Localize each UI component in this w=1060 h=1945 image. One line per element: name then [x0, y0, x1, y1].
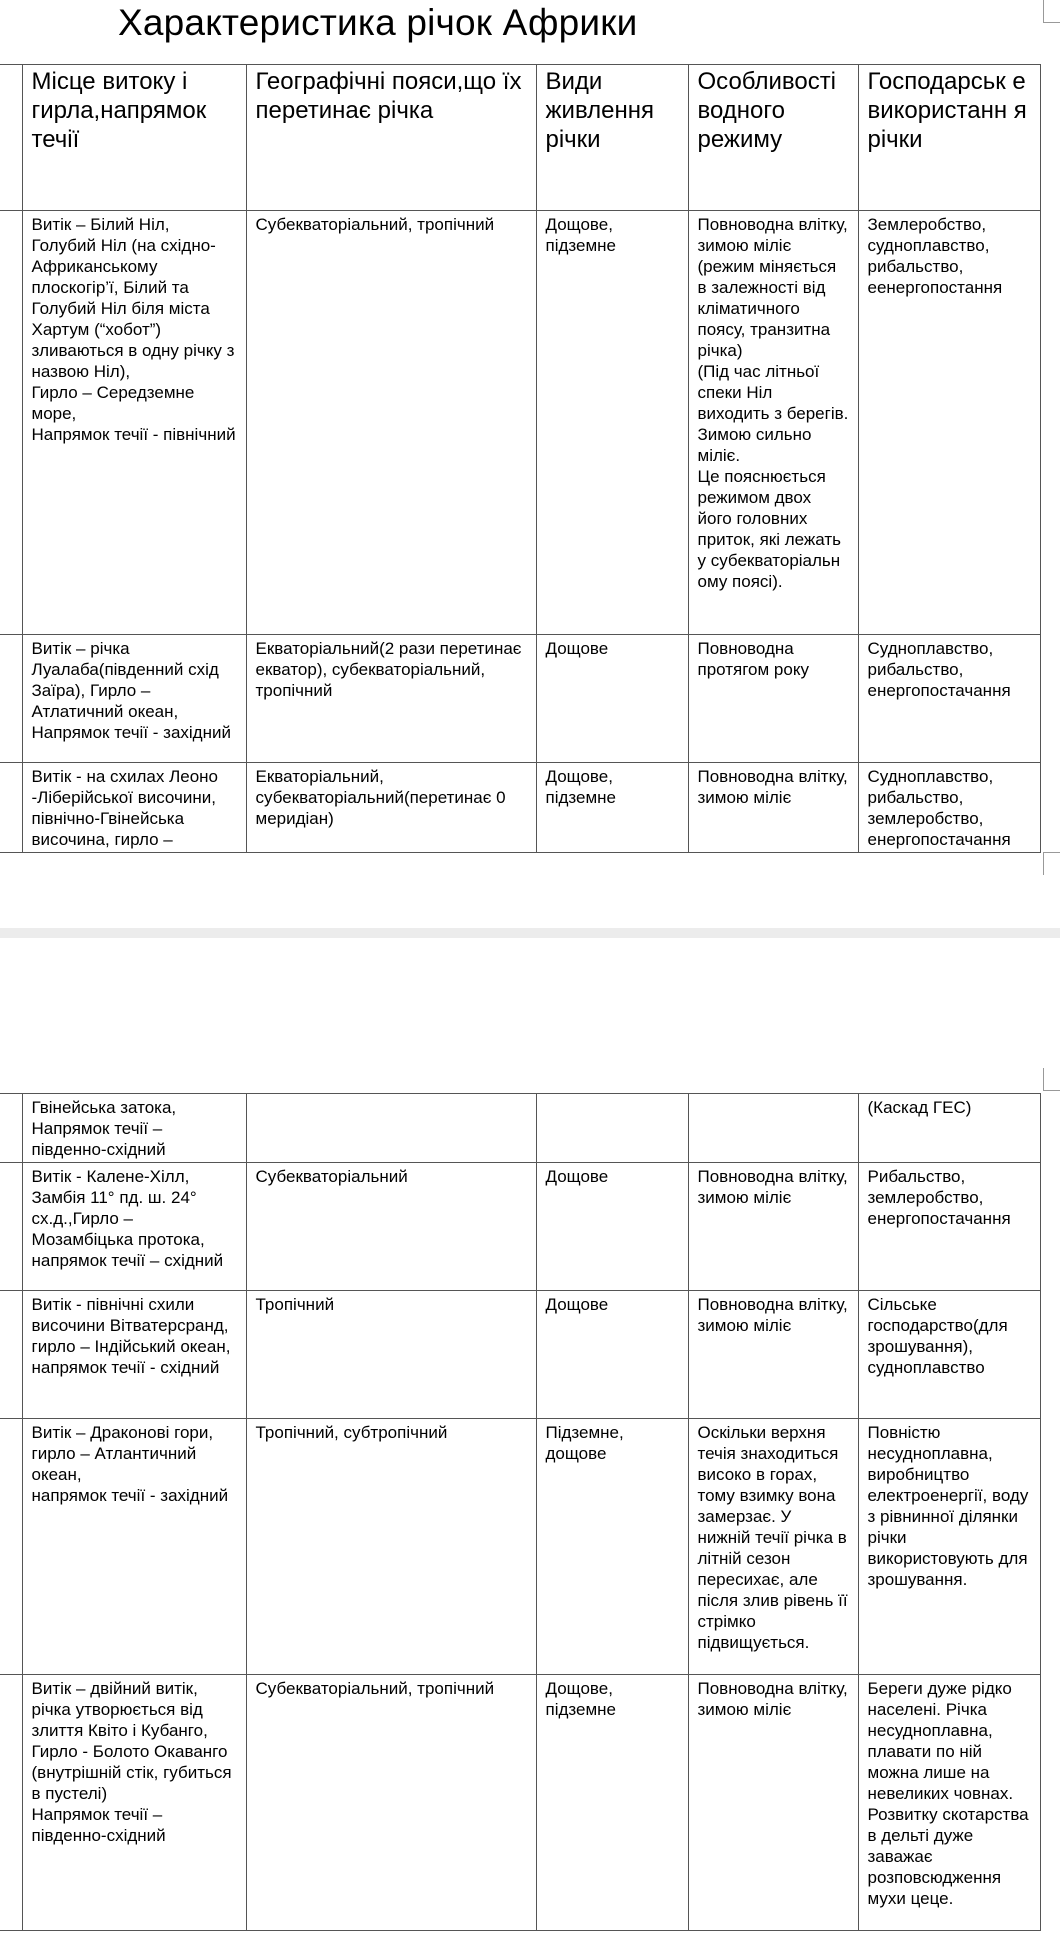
table-row: [0, 211, 1040, 635]
page-corner-mark: [1043, 852, 1060, 875]
cell-source-mouth: Витік - північні схили височини Вітватерсранд, гирло – Індійський океан, напрямок течії - східний: [22, 1291, 246, 1419]
table-row: [0, 763, 1040, 853]
cell-water-regime: Оскільки верхня течія знаходиться високо в горах, тому взимку вона замерзає. У нижній течії річка в літній сезон пересихає, але після злив рівень її стрімко підвищується.: [688, 1419, 858, 1675]
cell-geo-zones: Екваторіальний(2 рази перетинає екватор), субекваторіальний, тропічний: [246, 635, 536, 763]
cell-economic-use: (Каскад ГЕС): [858, 1094, 1040, 1163]
header-water-regime: Особливості водного режиму: [688, 65, 858, 211]
cell-source-mouth: Витік – річка Луалаба(південний схід Заїра), Гирло – Атлатичний океан, Напрямок течії - західний: [22, 635, 246, 763]
cell-geo-zones: Тропічний: [246, 1291, 536, 1419]
table-row: [0, 1419, 1040, 1675]
cell-water-regime: Повноводна влітку, зимою міліє (режим міняється в залежності від кліматичного поясу, транзитна річка) (Під час літньої спеки Ніл виходить з берегів. Зимою сильно міліє. Це пояснюється режимом двох його головних приток, які лежать у субекваторіальн ому поясі).: [688, 211, 858, 635]
header-geo-zones: Географічні пояси,що їх перетинає річка: [246, 65, 536, 211]
cell-economic-use: Сільське господарство(для зрошування), судноплавство: [858, 1291, 1040, 1419]
cell-water-regime: [688, 1094, 858, 1163]
table-row: [0, 1094, 1040, 1163]
page-corner-mark: [1043, 1068, 1060, 1091]
cell-source-mouth: Витік - Калене-Хілл, Замбія 11° пд. ш. 24° сх.д.,Гирло – Мозамбіцька протока, напрямок течії – східний: [22, 1163, 246, 1291]
cell-water-regime: Повноводна влітку, зимою міліє: [688, 1291, 858, 1419]
table-row: [0, 1675, 1040, 1931]
table-row: [0, 1291, 1040, 1419]
rivers-table-part-1: [0, 64, 1041, 853]
cell-source-mouth: Витік – двійний витік, річка утворюється від злиття Квіто і Кубанго, Гирло - Болото Окаванго (внутрішній стік, губиться в пустелі) Напрямок течії – південно-східний: [22, 1675, 246, 1931]
cell-geo-zones: Екваторіальний, субекваторіальний(перетинає 0 меридіан): [246, 763, 536, 853]
header-source-mouth: Місце витоку і гирла,напрямок течії: [22, 65, 246, 211]
cell-feeding-types: Підземне, дощове: [536, 1419, 688, 1675]
document-page-1: [0, 0, 1060, 928]
row-margin-cell: [0, 763, 22, 853]
row-margin-cell: [0, 1094, 22, 1163]
page-corner-mark: [1043, 0, 1060, 23]
cell-water-regime: Повноводна влітку, зимою міліє: [688, 1163, 858, 1291]
cell-water-regime: Повноводна влітку, зимою міліє: [688, 1675, 858, 1931]
cell-feeding-types: Дощове, підземне: [536, 763, 688, 853]
cell-economic-use: Судноплавство, рибальство, енергопостачання: [858, 635, 1040, 763]
rivers-table-part-2: [0, 1093, 1041, 1931]
cell-feeding-types: Дощове: [536, 1291, 688, 1419]
header-economic-use: Господарськ е використанн я річки: [858, 65, 1040, 211]
cell-geo-zones: Субекваторіальний, тропічний: [246, 211, 536, 635]
row-margin-cell: [0, 65, 22, 211]
cell-feeding-types: [536, 1094, 688, 1163]
cell-source-mouth: Витік - на схилах Леоно -Ліберійської височини, північно-Гвінейська височина, гирло –: [22, 763, 246, 853]
cell-source-mouth: Витік – Білий Ніл, Голубий Ніл (на східно-Африканському плоскогір’ї, Білий та Голубий Ніл біля міста Хартум (“хобот”) зливаються в одну річку з назвою Ніл), Гирло – Середземне море, Напрямок течії - північний: [22, 211, 246, 635]
cell-economic-use: Рибальство, землеробство, енергопостачання: [858, 1163, 1040, 1291]
row-margin-cell: [0, 1163, 22, 1291]
document-page-2: [0, 938, 1060, 1945]
row-margin-cell: [0, 1291, 22, 1419]
page-separator: [0, 928, 1060, 938]
cell-source-mouth: Гвінейська затока, Напрямок течії – південно-східний: [22, 1094, 246, 1163]
page-title: Характеристика річок Африки: [118, 2, 638, 43]
table-header-row: [0, 65, 1040, 211]
table-row: [0, 635, 1040, 763]
cell-feeding-types: Дощове, підземне: [536, 211, 688, 635]
header-feeding-types: Види живлення річки: [536, 65, 688, 211]
cell-economic-use: Повністю несудноплавна, виробництво електроенергії, воду з рівнинної ділянки річки використовують для зрошування.: [858, 1419, 1040, 1675]
row-margin-cell: [0, 1675, 22, 1931]
table-row: [0, 1163, 1040, 1291]
cell-geo-zones: Субекваторіальний, тропічний: [246, 1675, 536, 1931]
cell-water-regime: Повноводна протягом року: [688, 635, 858, 763]
cell-feeding-types: Дощове: [536, 1163, 688, 1291]
cell-economic-use: Землеробство, судноплавство, рибальство, еенергопостання: [858, 211, 1040, 635]
cell-geo-zones: Тропічний, субтропічний: [246, 1419, 536, 1675]
cell-geo-zones: [246, 1094, 536, 1163]
cell-feeding-types: Дощове, підземне: [536, 1675, 688, 1931]
row-margin-cell: [0, 1419, 22, 1675]
row-margin-cell: [0, 211, 22, 635]
cell-source-mouth: Витік – Драконові гори, гирло – Атлантичний океан, напрямок течії - західний: [22, 1419, 246, 1675]
cell-geo-zones: Субекваторіальний: [246, 1163, 536, 1291]
cell-feeding-types: Дощове: [536, 635, 688, 763]
row-margin-cell: [0, 635, 22, 763]
cell-economic-use: Судноплавство, рибальство, землеробство, енергопостачання: [858, 763, 1040, 853]
cell-economic-use: Береги дуже рідко населені. Річка несудноплавна, плавати по ній можна лише на невеликих човнах. Розвитку скотарства в дельті дуже заважає розповсюдження мухи цеце.: [858, 1675, 1040, 1931]
cell-water-regime: Повноводна влітку, зимою міліє: [688, 763, 858, 853]
